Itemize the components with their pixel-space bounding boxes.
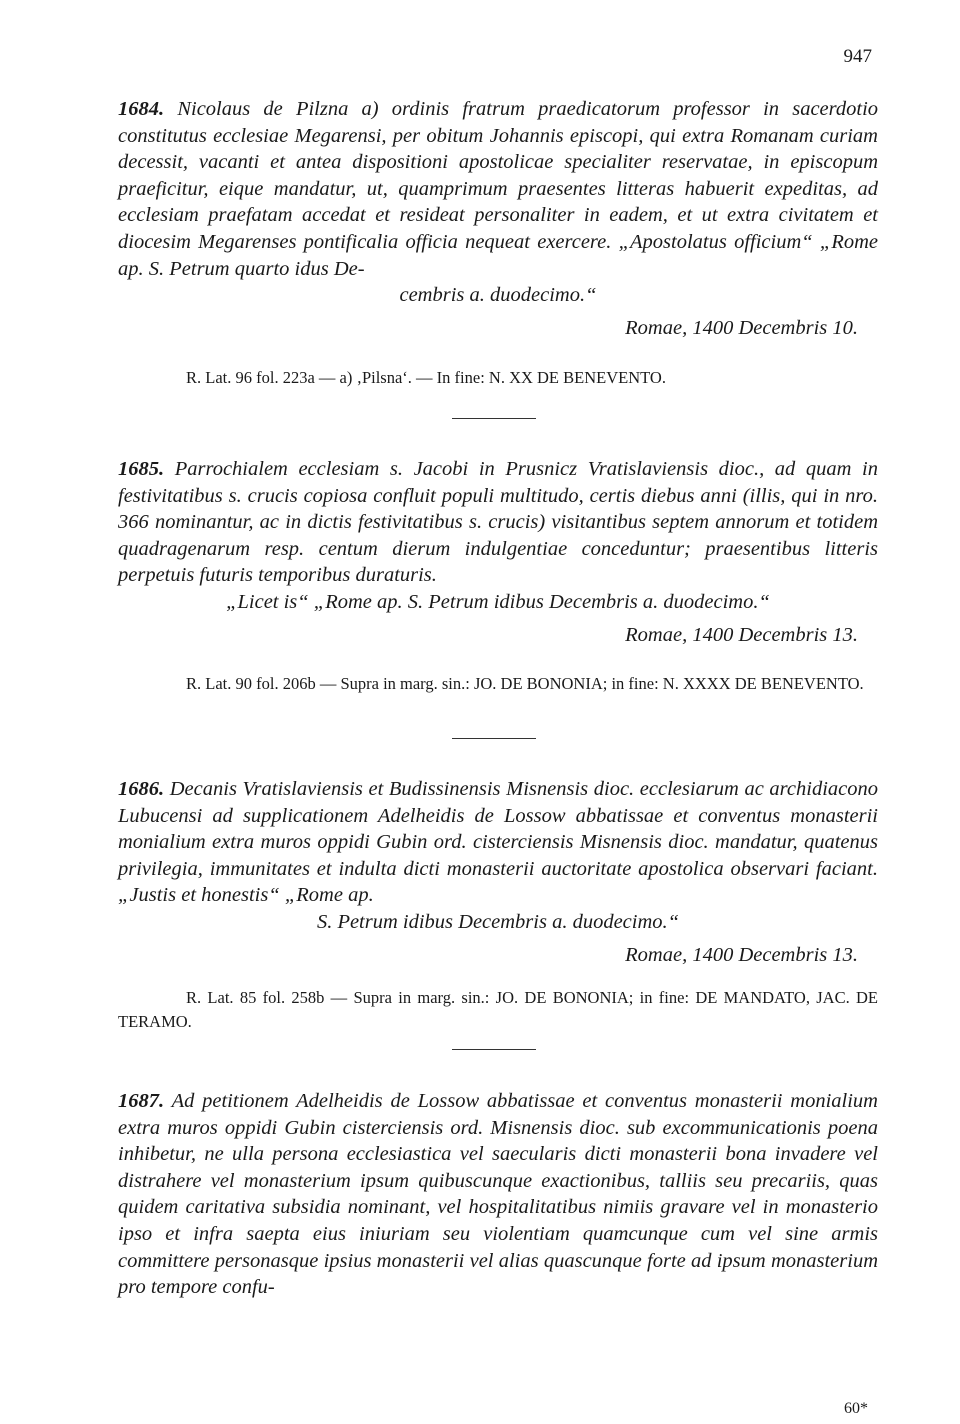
signature-mark: 60* <box>844 1400 868 1417</box>
entry-body: Ad petitionem Adelheidis de Lossow abbatissae et conventus monasterii monialium extra muros oppidi Gubin cisterciensis ord. Misnensis dioc. sub excommunicationis poena inhibetur, ne ulla persona ecclesiastica vel saecularis dicti monasterii bona invadere vel distrahere vel monasterium ipsum quibuscunque exactionibus, talliis seu precariis, quas quidem caritativa subsidia nominant, vel hospitalitatibus nimiis gravare vel in monasterio ipso et infra saepta eius iniuriam seu violentiam quamcunque cum vel sine armis committere personasque ipsius monasterii vel alias quascunque forte ad ipsum monasterium pro tempore confu- <box>118 1090 878 1299</box>
entry-date: Romae, 1400 Decembris 10. <box>625 316 858 339</box>
separator-rule <box>452 1049 536 1050</box>
entry-closing: „Licet is“ „Rome ap. S. Petrum idibus Decembris a. duodecimo.“ <box>226 590 770 613</box>
page-number: 947 <box>843 46 872 67</box>
entry-number: 1687. <box>118 1090 165 1112</box>
entry-body: Decanis Vratislaviensis et Budissinensis Misnensis dioc. ecclesiarum ac archidiacono Lubucensi ad supplicationem Adelheidis de Lossow abbatissae et conventus monasterii monialium extra muros oppidi Gubin ord. cisterciensis Misnensis dioc. mandatur, quatenus privilegia, immunitates et indulta dicti monasterii auctoritate apostolica observari faciant. „Justis et honestis“ „Rome ap. <box>118 778 878 907</box>
entry-number: 1685. <box>118 458 165 480</box>
entry-1685 <box>118 456 878 648</box>
entry-closing: S. Petrum idibus Decembris a. duodecimo.“ <box>316 910 680 933</box>
source-note-1685: R. Lat. 90 fol. 206b — Supra in marg. sin.: JO. DE BONONIA; in fine: N. XXXX DE BENEVENTO. <box>186 674 864 693</box>
entry-1686 <box>118 776 878 968</box>
entry-1687 <box>118 1088 878 1301</box>
entry-body: Nicolaus de Pilzna a) ordinis fratrum praedicatorum professor in sacerdotio constitutus ecclesiae Megarensi, per obitum Johannis episcopi, qui extra Romanam curiam decessit, vacanti et antea dispositioni apostolicae specialiter reservatae, in episcopum praeficitur, eique mandatur, ut, quamprimum praesentes litteras habuerit expeditas, ad ecclesiam praefatam accedat et resideat personaliter in eadem, et ut extra civitatem et diocesim Megarenses pontificalia officia nequeat exercere. „Apostolatus officium“ „Rome ap. S. Petrum quarto idus De- <box>118 98 879 280</box>
separator-rule <box>452 738 536 739</box>
source-note-1686: R. Lat. 85 fol. 258b — Supra in marg. sin.: JO. DE BONONIA; in fine: DE MANDATO, JAC. DE TERAMO. <box>118 988 878 1031</box>
entry-number: 1686. <box>118 778 165 800</box>
entry-date: Romae, 1400 Decembris 13. <box>625 623 858 646</box>
entry-1684 <box>118 96 878 341</box>
entry-date: Romae, 1400 Decembris 13. <box>625 943 858 966</box>
source-note-1684: R. Lat. 96 fol. 223a — a) ‚Pilsna‘. — In fine: N. XX DE BENEVENTO. <box>186 368 666 387</box>
entry-number: 1684. <box>118 98 165 120</box>
entry-body: Parrochialem ecclesiam s. Jacobi in Prusnicz Vratislaviensis dioc., ad quam in festivitatibus s. crucis copiosa confluit populi multitudo, certis diebus anni (illis, qui in nro. 366 nominantur, ac in dictis festivitatibus s. crucis) visitantibus septem annorum et totidem quadragenarum resp. centum dierum indulgentiae conceduntur; praesentibus litteris perpetuis futuris temporibus duraturis. <box>118 458 878 587</box>
entry-closing: cembris a. duodecimo.“ <box>399 284 597 307</box>
separator-rule <box>452 418 536 419</box>
